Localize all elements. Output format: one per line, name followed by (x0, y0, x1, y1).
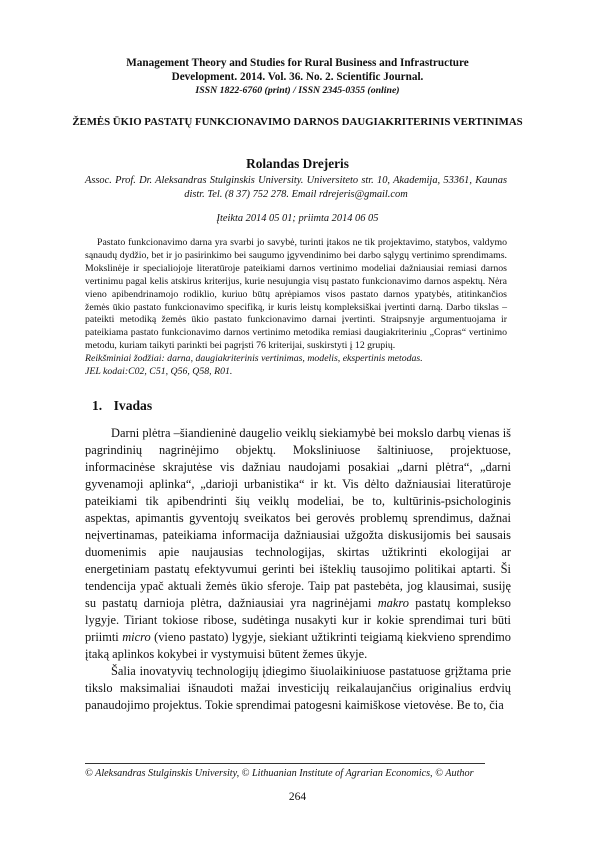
paragraph-text: Darni plėtra –šiandieninė daugelio veiklų siekiamybė bei mokslo darbų vienas iš pagrindinių nagrinėjimo objektų. Moksliniuose šaltiniuose, projektuose, informacinėse skrajutėse vis dažniau naudojami posakiai „darni plėtra“, „darni gyvenamoji aplinka“, „darioji urbanistika“ ir kt. Vis dėlto dažniausiai literatūroje pateikiami tik apibendrinti šių veiklų modeliai, be to, kultūrinis-psichologinis aspektas, apimantis gyventojų sveikatos bei gerovės problemų sprendimus, dažnai neįvertinamas, pateikiama informacija dažniausiai užgožta diskusijomis bei sausais duomenimis apie naujausias technologijas, skirtas užtikrinti ekologijai ar energetiniam pastatų efektyvumui gerinti bei išteklių tausojimo politikai aptarti. Ši tendencija ypač aktuali žemės ūkio sferoje. Taip pat pastebėta, jog klausimai, susiję su pastatų darnioja plėtra, dažniausiai yra nagrinėjami (85, 426, 511, 610)
submission-dates: Įteikta 2014 05 01; priimta 2014 06 05 (216, 213, 379, 224)
article-title: ŽEMĖS ŪKIO PASTATŲ FUNKCIONAVIMO DARNOS DAUGIAKRITERINIS VERTINIMAS (72, 116, 523, 128)
section-title: Ivadas (113, 398, 153, 413)
italic-term: micro (122, 630, 151, 644)
body-paragraph: Šalia inovatyvių technologijų įdiegimo šiuolaikiniuose pastatuose grįžtama prie tikslo maksimaliai išnaudoti mažai investicijų reikalaujančius originalius erdvių panaudojimo projektus. Tokie sprendimai patogesni kaimiškose vietovėse. Be to, čia (85, 664, 511, 712)
journal-issn: ISSN 1822-6760 (print) / ISSN 2345-0355 (online) (195, 85, 400, 96)
page-number: 264 (288, 791, 307, 803)
section-number: 1. (92, 398, 103, 413)
body-text (85, 425, 511, 714)
section-heading (92, 398, 152, 414)
copyright-notice: © Aleksandras Stulginskis University, © Lithuanian Institute of Agrarian Economics, © Author (85, 768, 474, 779)
journal-title-line2: Development. 2014. Vol. 36. No. 2. Scientific Journal. (171, 71, 424, 83)
journal-title-line1: Management Theory and Studies for Rural Business and Infrastructure (126, 57, 469, 69)
body-paragraph (85, 425, 511, 663)
author-affiliation: Assoc. Prof. Dr. Aleksandras Stulginskis University. Universiteto str. 10, Akademija, 53361, Kaunas distr. Tel. (8 37) 752 278. Email rdrejeris@gmail.com (85, 175, 507, 200)
author-name: Rolandas Drejeris (246, 156, 349, 171)
paragraph-text: (vieno pastato) lygyje, siekiant užtikrinti teigiamą kiekvieno sprendimo įtaką aplinkos kokybei ir vystymuisi būtent žemes ūkyje. (85, 630, 511, 661)
journal-header (40, 56, 555, 97)
abstract-text: Pastato funkcionavimo darna yra svarbi jo savybė, turinti įtakos ne tik projektavimo, statybos, valdymo sąnaudų dydžio, bet ir jo pasirinkimo bei saugumo įgyvendinimo bei darbo sąlygų vertinimo sprendimams. Mokslinėje ir specialiojoje literatūroje pateikiami darnos vertinimo modeliai dažniausiai remiasi darnos vertinimu pagal kelis atskirus kriterijus, kurie nesujungia visų pastato funkcionavimo darnos aspektų. Nėra vieno apibendrinamojo rodiklio, kuriuo būtų aprėpiamos visos pastato darnos ypatybės, atitinkančios žemės ūkio pastato funkcionavimo specifiką, ir kuris leistų kompleksiškai įvertinti darną. Darbo tikslas – pateikti metodiką žemės ūkio pastato funkcionavimo darnai įvertinti. Straipsnyje argumentuojama ir pateikiama pastato funkcionavimo darnos vertinimo metodika remiasi daugiakriteriniu „Copras“ vertinimo metodu, kuriam taikyti parinkti bei pagrįsti 76 kriterijai, suskirstyti į 12 grupių. (85, 237, 507, 352)
paragraph-text: pastatų komplekso lygyje. Tiriant tokiose ribose, sudėtinga nusakyti kur ir kokie sprendimai turi būti priimti (85, 596, 511, 644)
abstract (85, 237, 507, 379)
italic-term: makro (377, 596, 409, 610)
footer-divider (85, 763, 485, 764)
keywords: Reikšminiai žodžiai: darna, daugiakriterinis vertinimas, modelis, ekspertinis metodas. (85, 353, 423, 365)
jel-codes: JEL kodai:C02, C51, Q56, Q58, R01. (85, 366, 233, 378)
